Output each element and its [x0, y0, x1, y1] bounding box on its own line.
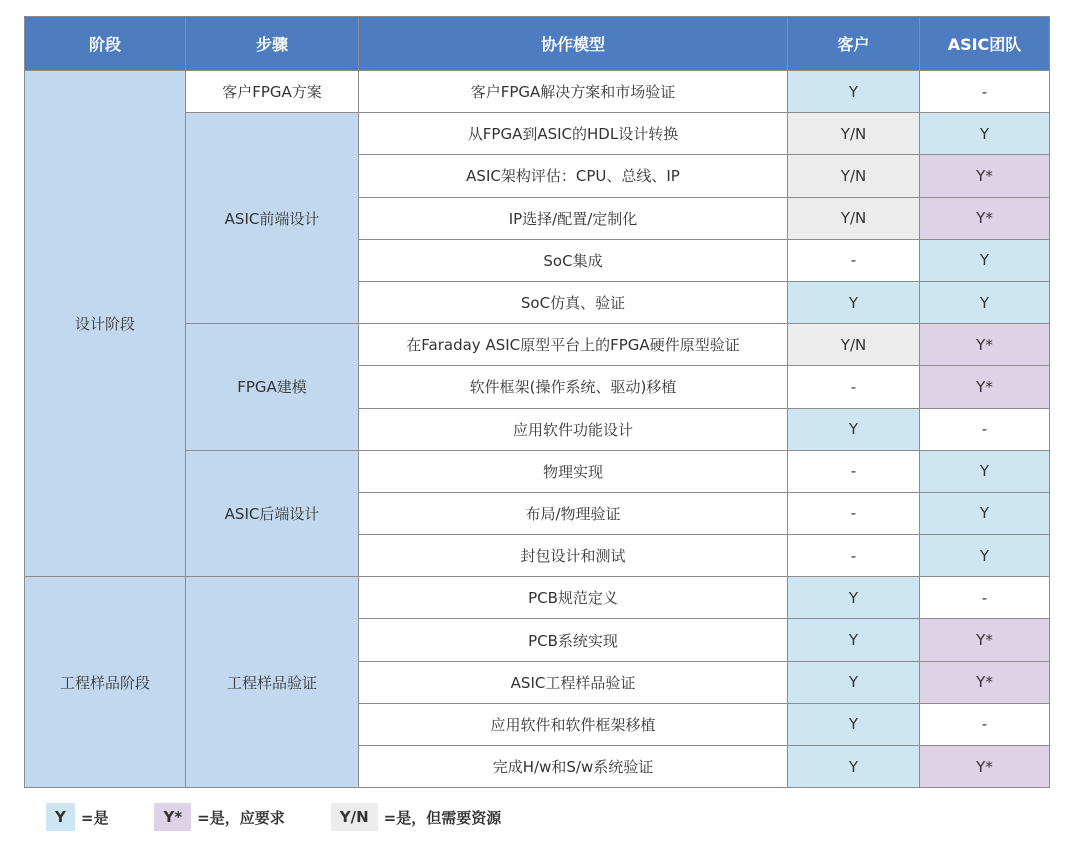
collaboration-model-table	[24, 16, 1050, 788]
asic-team-cell: Y	[920, 113, 1050, 155]
customer-cell: Y	[788, 408, 920, 450]
stage-cell: 设计阶段	[25, 71, 186, 577]
customer-cell: -	[788, 450, 920, 492]
step-cell: 客户FPGA方案	[186, 71, 359, 113]
asic-team-cell: Y*	[920, 324, 1050, 366]
header-model: 协作模型	[359, 17, 788, 71]
asic-team-cell: Y*	[920, 661, 1050, 703]
table-row	[25, 71, 1050, 113]
header-step: 步骤	[186, 17, 359, 71]
model-cell: 软件框架(操作系统、驱动)移植	[359, 366, 788, 408]
model-cell: 应用软件和软件框架移植	[359, 703, 788, 745]
asic-team-cell: Y	[920, 239, 1050, 281]
step-cell: ASIC前端设计	[186, 113, 359, 324]
asic-team-cell: -	[920, 408, 1050, 450]
asic-team-cell: Y	[920, 492, 1050, 534]
customer-cell: -	[788, 492, 920, 534]
legend-symbol: Y/N	[331, 803, 378, 831]
model-cell: 在Faraday ASIC原型平台上的FPGA硬件原型验证	[359, 324, 788, 366]
customer-cell: Y	[788, 703, 920, 745]
model-cell: SoC集成	[359, 239, 788, 281]
customer-cell: Y	[788, 619, 920, 661]
customer-cell: Y	[788, 281, 920, 323]
legend	[46, 802, 501, 832]
asic-team-cell: -	[920, 577, 1050, 619]
asic-team-cell: Y	[920, 535, 1050, 577]
step-cell: FPGA建模	[186, 324, 359, 451]
legend-meaning: =是	[80, 808, 109, 827]
customer-cell: Y	[788, 746, 920, 788]
customer-cell: Y/N	[788, 197, 920, 239]
model-cell: 布局/物理验证	[359, 492, 788, 534]
asic-team-cell: Y*	[920, 366, 1050, 408]
asic-team-cell: Y	[920, 281, 1050, 323]
customer-cell: Y/N	[788, 324, 920, 366]
customer-cell: Y	[788, 71, 920, 113]
customer-cell: -	[788, 366, 920, 408]
model-cell: SoC仿真、验证	[359, 281, 788, 323]
legend-symbol: Y*	[154, 803, 191, 831]
asic-team-cell: Y	[920, 450, 1050, 492]
step-cell: 工程样品验证	[186, 577, 359, 788]
customer-cell: Y	[788, 577, 920, 619]
model-cell: ASIC工程样品验证	[359, 661, 788, 703]
step-cell: ASIC后端设计	[186, 450, 359, 577]
model-cell: 封包设计和测试	[359, 535, 788, 577]
asic-team-cell: Y*	[920, 155, 1050, 197]
model-cell: IP选择/配置/定制化	[359, 197, 788, 239]
model-cell: ASIC架构评估：CPU、总线、IP	[359, 155, 788, 197]
model-cell: 物理实现	[359, 450, 788, 492]
model-cell: 完成H/w和S/w系统验证	[359, 746, 788, 788]
model-cell: 从FPGA到ASIC的HDL设计转换	[359, 113, 788, 155]
asic-team-cell: Y*	[920, 197, 1050, 239]
stage-cell: 工程样品阶段	[25, 577, 186, 788]
header-asic-team: ASIC团队	[920, 17, 1050, 71]
legend-symbol: Y	[46, 803, 75, 831]
customer-cell: -	[788, 535, 920, 577]
customer-cell: -	[788, 239, 920, 281]
customer-cell: Y/N	[788, 155, 920, 197]
asic-team-cell: Y*	[920, 619, 1050, 661]
asic-team-cell: -	[920, 703, 1050, 745]
customer-cell: Y	[788, 661, 920, 703]
header-customer: 客户	[788, 17, 920, 71]
header-row	[25, 17, 1050, 71]
model-cell: 应用软件功能设计	[359, 408, 788, 450]
model-cell: 客户FPGA解决方案和市场验证	[359, 71, 788, 113]
asic-team-cell: Y*	[920, 746, 1050, 788]
legend-meaning: =是，应要求	[197, 808, 285, 827]
asic-team-cell: -	[920, 71, 1050, 113]
table-row	[25, 577, 1050, 619]
header-stage: 阶段	[25, 17, 186, 71]
legend-meaning: =是，但需要资源	[383, 808, 502, 827]
model-cell: PCB系统实现	[359, 619, 788, 661]
customer-cell: Y/N	[788, 113, 920, 155]
model-cell: PCB规范定义	[359, 577, 788, 619]
